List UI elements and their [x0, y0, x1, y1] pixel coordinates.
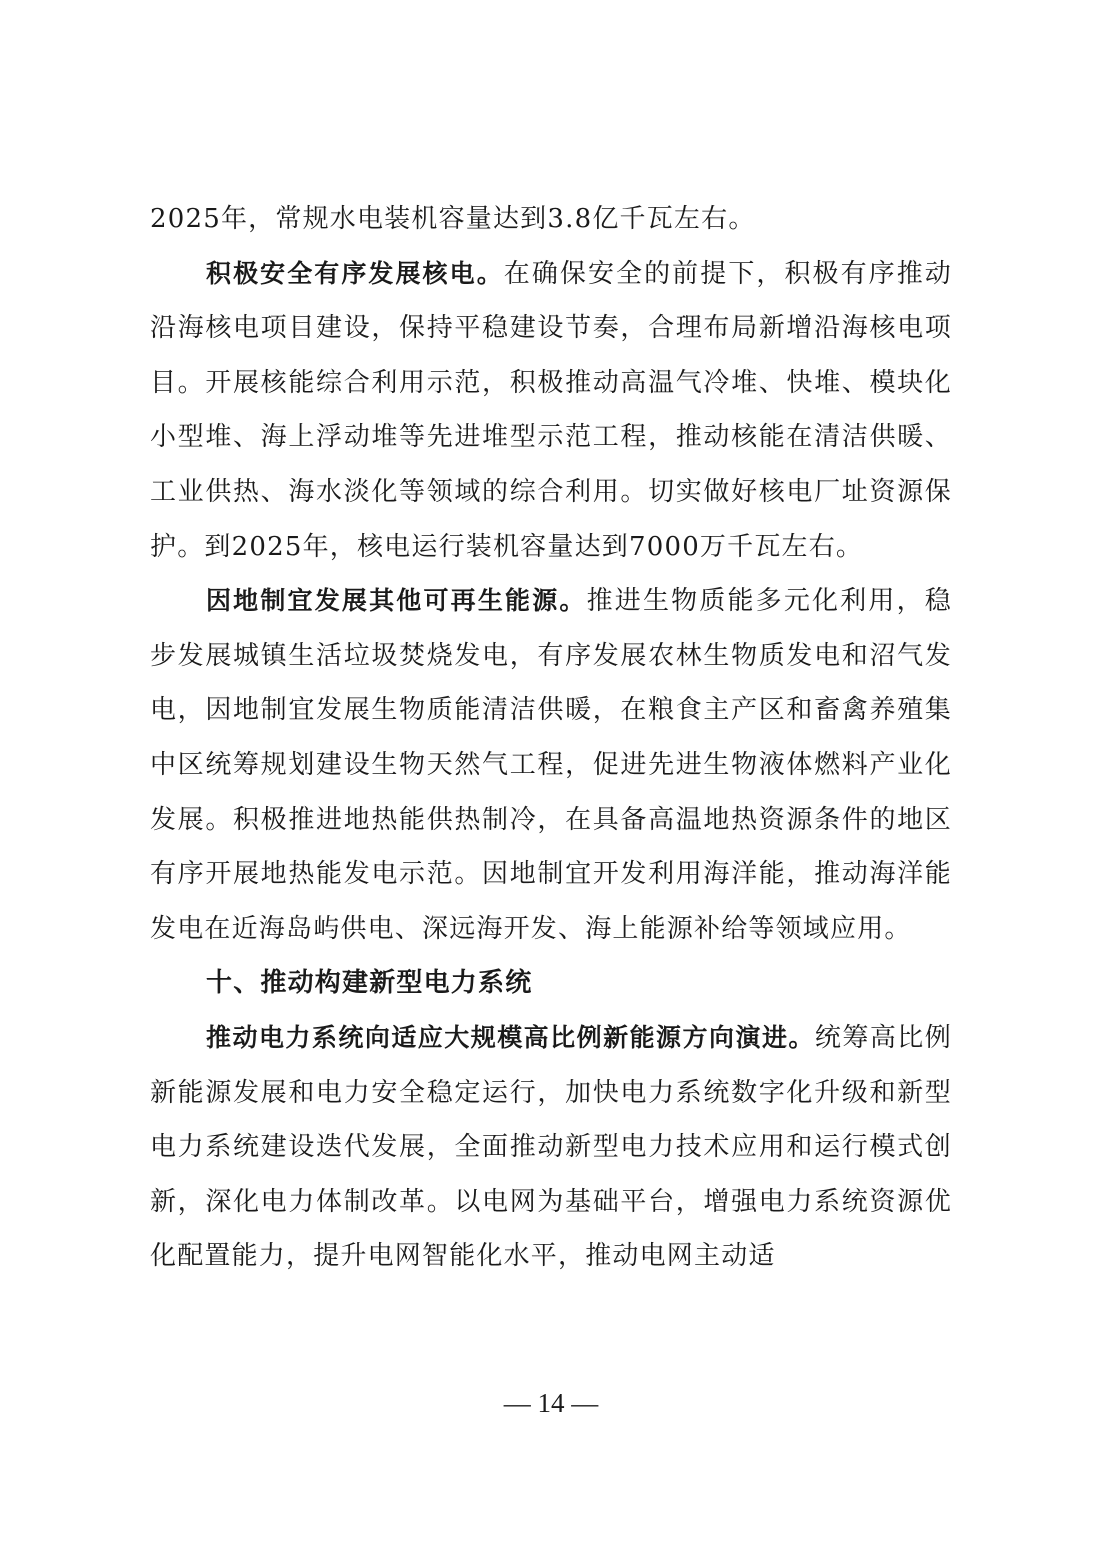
- paragraph-other-renewables: [150, 574, 952, 956]
- paragraph-hydropower-capacity: [150, 192, 952, 247]
- document-body: [150, 192, 952, 1284]
- paragraph-power-system: [150, 1011, 952, 1284]
- paragraph-text: 统筹高比例新能源发展和电力安全稳定运行，加快电力系统数字化升级和新型电力系统建设迭代发展，全面推动新型电力技术应用和运行模式创新，深化电力体制改革。以电网为基础平台，增强电力系统资源优化配置能力，提升电网智能化水平，推动电网主动适: [150, 1022, 952, 1272]
- paragraph-nuclear-power: [150, 247, 952, 575]
- paragraph-lead: 因地制宜发展其他可再生能源。: [206, 586, 587, 616]
- paragraph-lead: 积极安全有序发展核电。: [206, 258, 504, 288]
- page-number: — 14 —: [503, 1388, 599, 1418]
- paragraph-text: 在确保安全的前提下，积极有序推动沿海核电项目建设，保持平稳建设节奏，合理布局新增沿海核电项目。开展核能综合利用示范，积极推动高温气冷堆、快堆、模块化小型堆、海上浮动堆等先进堆型示范工程，推动核能在清洁供暖、工业供热、海水淡化等领域的综合利用。切实做好核电厂址资源保护。到2025年，核电运行装机容量达到7000万千瓦左右。: [150, 258, 953, 562]
- section-heading: 十、推动构建新型电力系统: [206, 968, 533, 999]
- paragraph-text: 2025年，常规水电装机容量达到3.8亿千瓦左右。: [150, 204, 756, 234]
- paragraph-lead: 推动电力系统向适应大规模高比例新能源方向演进。: [206, 1022, 815, 1052]
- paragraph-text: 推进生物质能多元化利用，稳步发展城镇生活垃圾焚烧发电，有序发展农林生物质发电和沼气发电，因地制宜发展生物质能清洁供暖，在粮食主产区和畜禽养殖集中区统筹规划建设生物天然气工程，促进先进生物液体燃料产业化发展。积极推进地热能供热制冷，在具备高温地热资源条件的地区有序开展地热能发电示范。因地制宜开发利用海洋能，推动海洋能发电在近海岛屿供电、深远海开发、海上能源补给等领域应用。: [150, 586, 952, 944]
